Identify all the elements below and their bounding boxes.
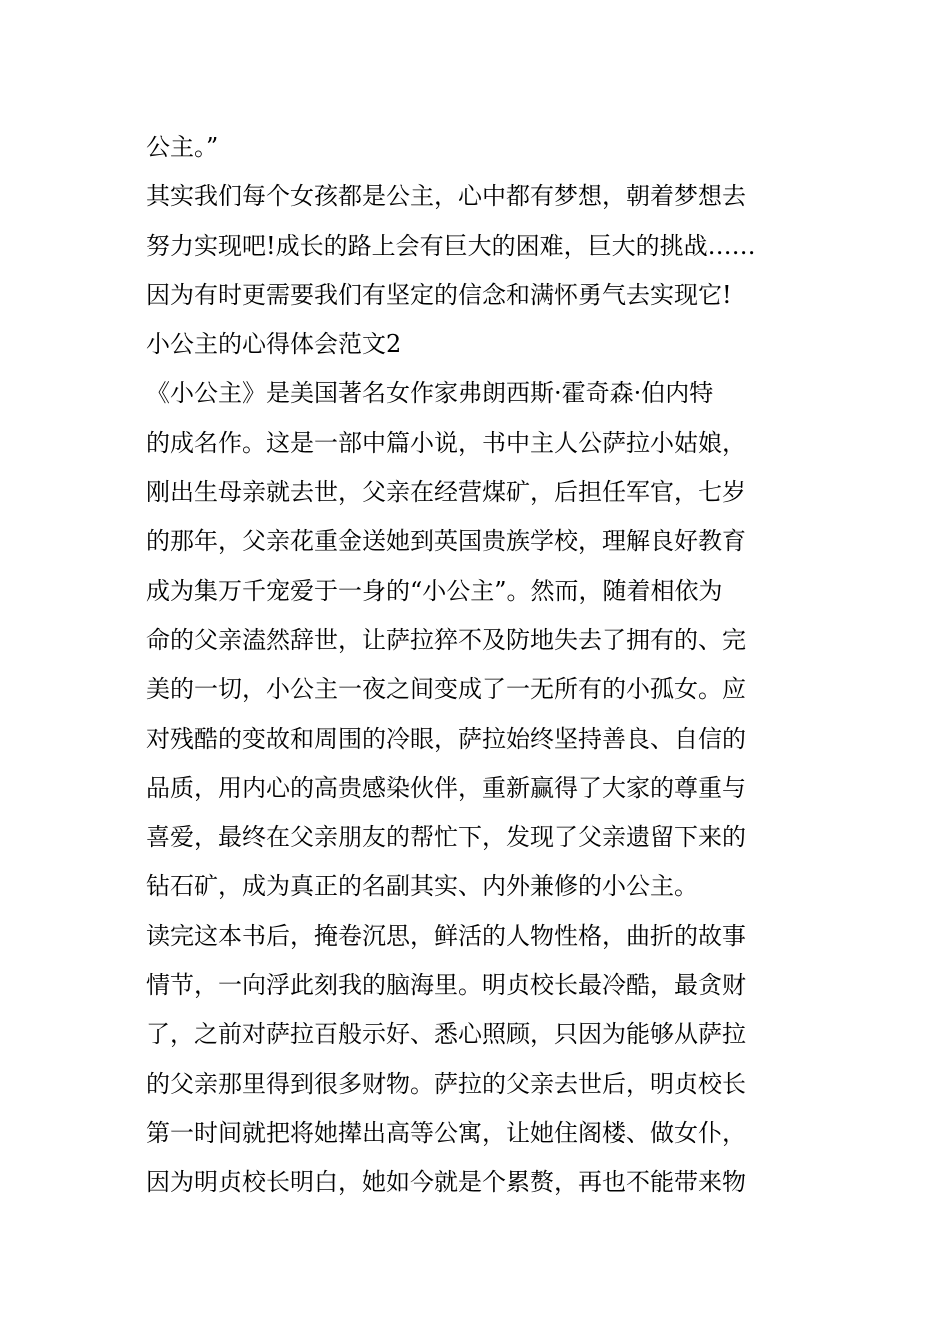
text-line: 《小公主》是美国著名女作家弗朗西斯·霍奇森·伯内特 [146, 379, 714, 408]
text-line: 其实我们每个女孩都是公主，心中都有梦想，朝着梦想去 [146, 182, 746, 211]
document-body [146, 123, 811, 1208]
text-line: 钻石矿，成为真正的名副其实、内外兼修的小公主。 [146, 872, 698, 901]
text-line: 喜爱，最终在父亲朋友的帮忙下，发现了父亲遗留下来的 [146, 823, 746, 852]
text-line: 命的父亲溘然辞世，让萨拉猝不及防地失去了拥有的、完 [146, 625, 746, 654]
text-line: 了，之前对萨拉百般示好、悉心照顾，只因为能够从萨拉 [146, 1020, 746, 1049]
text-line: 努力实现吧!成长的路上会有巨大的困难，巨大的挑战…… [146, 231, 756, 260]
text-line: 因为明贞校长明白，她如今就是个累赘，再也不能带来物 [146, 1168, 746, 1197]
text-line: 的成名作。这是一部中篇小说，书中主人公萨拉小姑娘， [146, 428, 746, 457]
text-line: 因为有时更需要我们有坚定的信念和满怀勇气去实现它! [146, 280, 732, 309]
text-line: 成为集万千宠爱于一身的“小公主”。然而，随着相依为 [146, 576, 723, 605]
text-line: 情节，一向浮此刻我的脑海里。明贞校长最冷酷，最贪财 [146, 971, 746, 1000]
text-line: 读完这本书后，掩卷沉思，鲜活的人物性格，曲折的故事 [146, 921, 746, 950]
text-line: 品质，用内心的高贵感染伙伴，重新赢得了大家的尊重与 [146, 773, 746, 802]
text-line: 对残酷的变故和周围的冷眼，萨拉始终坚持善良、自信的 [146, 724, 746, 753]
text-line: 第一时间就把将她撵出高等公寓，让她住阁楼、做女仆， [146, 1118, 746, 1147]
text-line: 的父亲那里得到很多财物。萨拉的父亲去世后，明贞校长 [146, 1069, 746, 1098]
section-heading: 小公主的心得体会范文2 [146, 330, 402, 359]
text-line: 刚出生母亲就去世，父亲在经营煤矿，后担任军官，七岁 [146, 478, 746, 507]
text-line: 公主。” [146, 133, 219, 161]
text-line: 美的一切，小公主一夜之间变成了一无所有的小孤女。应 [146, 675, 746, 704]
text-line: 的那年，父亲花重金送她到英国贵族学校，理解良好教育 [146, 527, 746, 556]
